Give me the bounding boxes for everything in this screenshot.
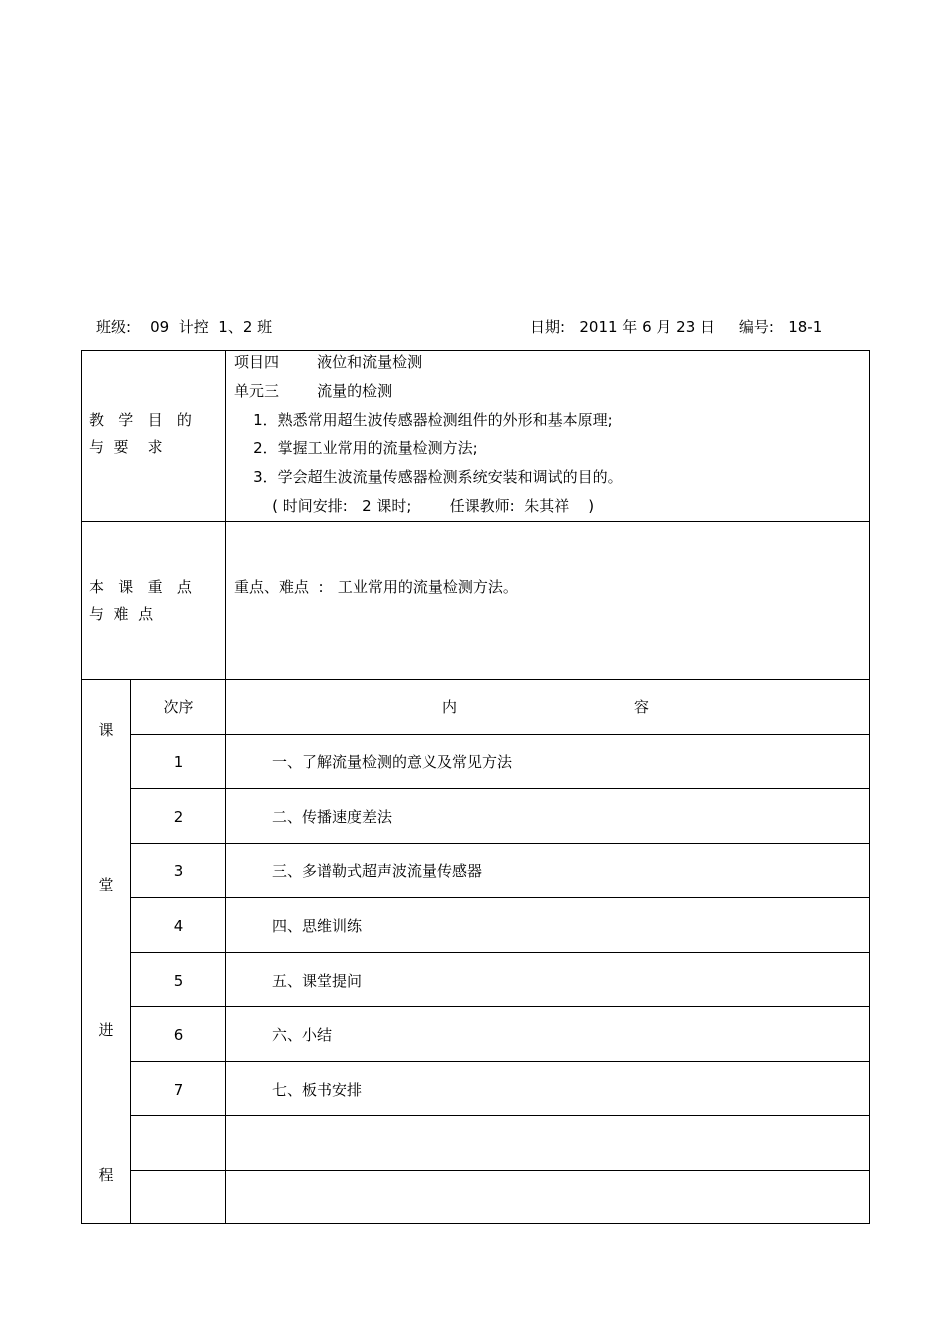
- row-content: 二、传播速度差法: [272, 808, 393, 826]
- process-label-char: 程: [98, 1166, 114, 1184]
- order-column-header: 次序: [163, 698, 194, 716]
- schedule-line: ( 时间安排: 2 课时; 任课教师: 朱其祥 ): [234, 497, 595, 515]
- objectives-label-line1: 教 学 目 的: [89, 411, 192, 429]
- row-order: 7: [173, 1081, 184, 1099]
- row-content: 五、课堂提问: [272, 972, 363, 990]
- row-order: 4: [173, 917, 184, 935]
- row-order: 1: [173, 753, 184, 771]
- keypoints-label-line1: 本 课 重 点: [89, 578, 192, 596]
- process-label-char: 堂: [98, 876, 114, 894]
- keypoints-label-line2: 与 难 点: [89, 605, 154, 623]
- content-column-header-part2: 容: [634, 698, 650, 716]
- row-content: 三、多谱勒式超声波流量传感器: [272, 862, 483, 880]
- objective-line: 单元三 流量的检测: [234, 382, 393, 400]
- row-divider: [130, 1170, 870, 1171]
- row-divider: [130, 734, 870, 735]
- class-info: 班级: 09 计控 1、2 班: [96, 318, 273, 336]
- row-divider: [130, 897, 870, 898]
- date-and-number: 日期: 2011 年 6 月 23 日 编号: 18-1: [530, 318, 823, 336]
- keypoints-text: 重点、难点 : 工业常用的流量检测方法。: [234, 578, 518, 596]
- row-divider: [81, 679, 870, 680]
- objective-line: 3．学会超生波流量传感器检测系统安装和调试的目的。: [234, 468, 623, 486]
- row-content: 七、板书安排: [272, 1081, 363, 1099]
- row-content: 六、小结: [272, 1026, 333, 1044]
- row-content: 四、思维训练: [272, 917, 363, 935]
- process-label-char: 课: [98, 721, 114, 739]
- row-order: 3: [173, 862, 184, 880]
- objective-line: 项目四 液位和流量检测: [234, 353, 423, 371]
- row-divider: [81, 521, 870, 522]
- row-divider: [130, 788, 870, 789]
- objectives-label-line2: 与 要 求: [89, 438, 163, 456]
- row-content: 一、了解流量检测的意义及常见方法: [272, 753, 513, 771]
- process-label-char: 进: [98, 1021, 114, 1039]
- objective-line: 2．掌握工业常用的流量检测方法;: [234, 439, 478, 457]
- row-order: 6: [173, 1026, 184, 1044]
- row-divider: [130, 952, 870, 953]
- row-divider: [130, 843, 870, 844]
- row-order: 5: [173, 972, 184, 990]
- row-divider: [130, 1061, 870, 1062]
- objective-line: 1．熟悉常用超生波传感器检测组件的外形和基本原理;: [234, 411, 613, 429]
- row-divider: [130, 1006, 870, 1007]
- content-column-header-part1: 内: [442, 698, 458, 716]
- row-order: 2: [173, 808, 184, 826]
- row-divider: [130, 1115, 870, 1116]
